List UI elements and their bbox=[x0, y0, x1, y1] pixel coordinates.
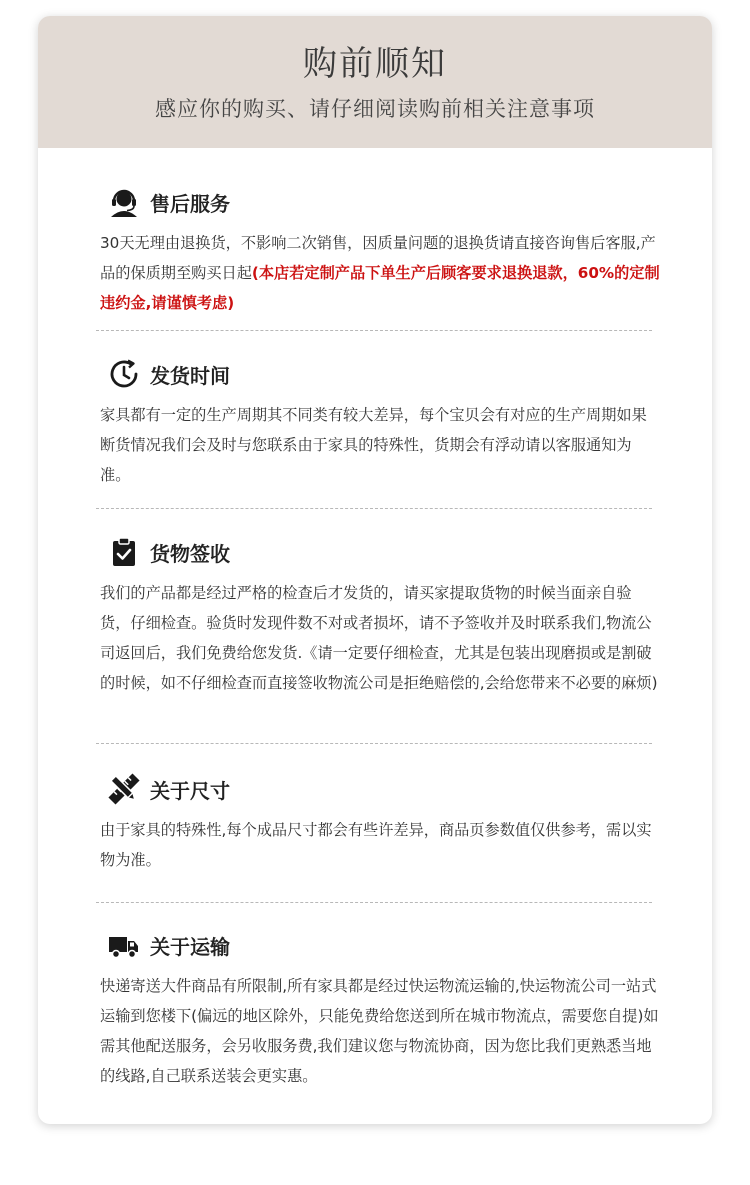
section-title: 售后服务 bbox=[150, 191, 230, 216]
page-subtitle: 感应你的购买、请仔细阅读购前相关注意事项 bbox=[155, 97, 595, 121]
section-header bbox=[100, 182, 660, 222]
section-body: 我们的产品都是经过严格的检查后才发货的，请买家提取货物的时候当面亲自验货，仔细检查。验货时发现件数不对或者损坏，请不予签收并及时联系我们,物流公司返回后，我们免费给您发货.《请一定要仔细检查，尤其是包装出现磨损或是割破的时候，如不仔细检查而直接签收物流公司是拒绝赔偿的,会给您带来不必要的麻烦) bbox=[100, 584, 658, 692]
section-dimensions bbox=[100, 769, 660, 875]
section-header bbox=[100, 769, 660, 809]
divider bbox=[96, 743, 652, 744]
section-header bbox=[100, 354, 660, 394]
section-title: 货物签收 bbox=[150, 541, 230, 566]
divider bbox=[96, 902, 652, 903]
section-body: 由于家具的特殊性,每个成品尺寸都会有些许差异，商品页参数值仅供参考，需以实物为准。 bbox=[100, 821, 652, 869]
headset-icon bbox=[108, 186, 140, 218]
section-title: 关于尺寸 bbox=[150, 778, 230, 803]
header-banner bbox=[38, 16, 712, 148]
section-header bbox=[100, 925, 660, 965]
section-text: 30天无理由退换货，不影响二次销售，因质量问题的退换货请直接咨询售后客服,产品的保质期至购买日起 bbox=[100, 234, 656, 282]
section-delivery-time bbox=[100, 354, 660, 490]
section-shipping bbox=[100, 925, 660, 1091]
section-body bbox=[100, 228, 660, 318]
section-header bbox=[100, 532, 660, 572]
clock-icon bbox=[108, 358, 140, 390]
section-body: 快递寄送大件商品有所限制,所有家具都是经过快运物流运输的,快运物流公司一站式运输到您楼下(偏远的地区除外，只能免费给您送到所在城市物流点，需要您自提)如需其他配送服务，会另收服务费,我们建议您与物流协商，因为您比我们更熟悉当地的线路,自己联系送装会更实惠。 bbox=[100, 977, 659, 1085]
section-title: 发货时间 bbox=[150, 363, 230, 388]
clipboard-check-icon bbox=[108, 536, 140, 568]
notice-card bbox=[38, 16, 712, 1124]
page-title: 购前顺知 bbox=[303, 44, 447, 84]
section-title: 关于运输 bbox=[150, 934, 230, 959]
section-body: 家具都有一定的生产周期其不同类有较大差异，每个宝贝会有对应的生产周期如果断货情况我们会及时与您联系由于家具的特殊性，货期会有浮动请以客服通知为准。 bbox=[100, 406, 647, 484]
truck-icon bbox=[108, 929, 140, 961]
divider bbox=[96, 508, 652, 509]
divider bbox=[96, 330, 652, 331]
section-after-sales bbox=[100, 182, 660, 318]
section-goods-receipt bbox=[100, 532, 660, 698]
ruler-pencil-icon bbox=[108, 773, 140, 805]
refund-warning: (本店若定制产品下单生产后顾客要求退换退款，60%的定制违约金,请谨慎考虑) bbox=[100, 264, 660, 312]
